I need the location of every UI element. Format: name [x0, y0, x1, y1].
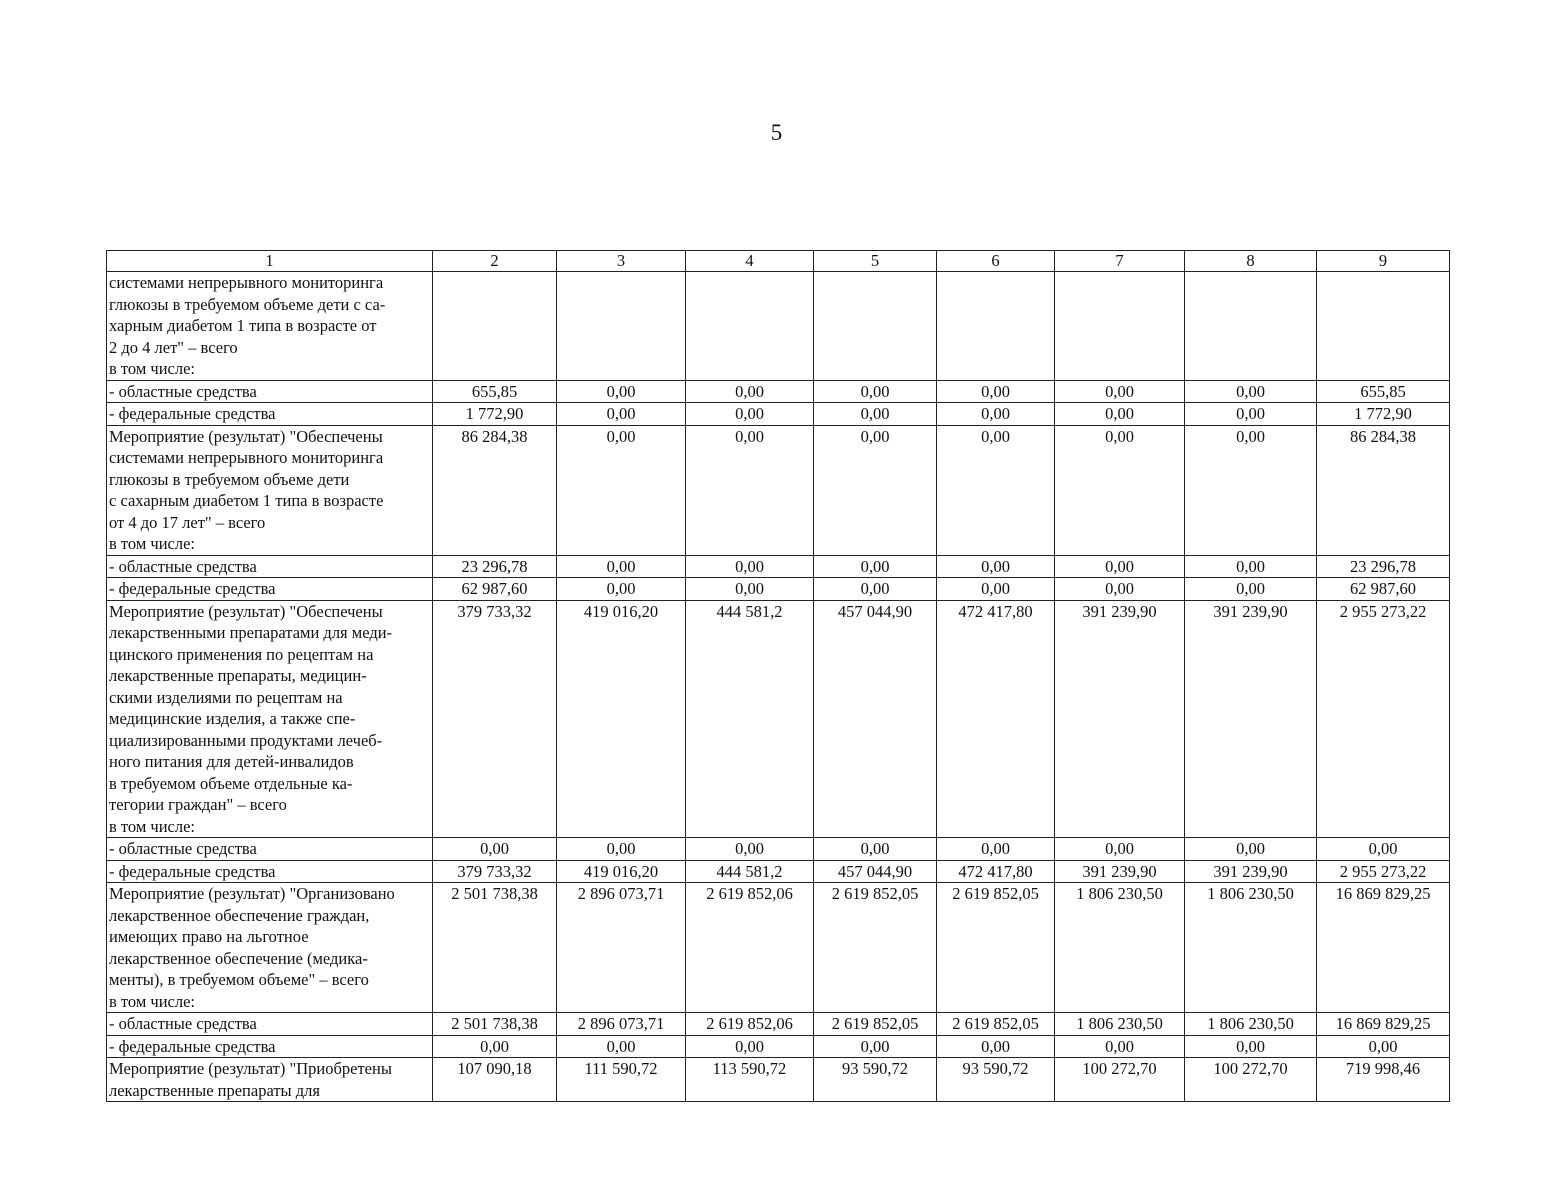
value-cell-col-5: 93 590,72 — [814, 1058, 937, 1102]
column-number-header: 9 — [1317, 251, 1450, 272]
table-row — [107, 555, 1450, 578]
value-cell-col-7: 0,00 — [1055, 555, 1185, 578]
value-cell-col-3: 0,00 — [557, 1035, 686, 1058]
value-cell-col-2: 107 090,18 — [433, 1058, 557, 1102]
value-cell-col-5: 0,00 — [814, 425, 937, 555]
row-label-line: ного питания для детей-инвалидов — [109, 752, 354, 771]
value-cell-col-9: 655,85 — [1317, 380, 1450, 403]
value-cell-col-6: 472 417,80 — [937, 860, 1055, 883]
value-cell-col-2: 655,85 — [433, 380, 557, 403]
value-cell-col-7 — [1055, 272, 1185, 381]
row-label-line: Мероприятие (результат) "Обеспечены — [109, 601, 383, 621]
row-label — [107, 403, 433, 426]
row-label — [107, 578, 433, 601]
value-cell-col-6: 0,00 — [937, 1035, 1055, 1058]
row-label-line: глюкозы в требуемом объеме дети с са- — [109, 294, 386, 314]
row-label-line: - федеральные средства — [109, 404, 276, 423]
row-label-line: цинского применения по рецептам на — [109, 644, 374, 664]
table-row — [107, 380, 1450, 403]
value-cell-col-4: 2 619 852,06 — [686, 1013, 814, 1036]
value-cell-col-6: 0,00 — [937, 380, 1055, 403]
value-cell-col-5: 0,00 — [814, 1035, 937, 1058]
value-cell-col-3: 419 016,20 — [557, 600, 686, 838]
row-label-line: системами непрерывного мониторинга — [109, 448, 384, 467]
value-cell-col-8: 0,00 — [1185, 380, 1317, 403]
value-cell-col-3: 0,00 — [557, 838, 686, 861]
value-cell-col-5: 2 619 852,05 — [814, 1013, 937, 1036]
column-number-header: 8 — [1185, 251, 1317, 272]
value-cell-col-9: 2 955 273,22 — [1317, 860, 1450, 883]
value-cell-col-7: 100 272,70 — [1055, 1058, 1185, 1102]
value-cell-col-4 — [686, 272, 814, 381]
value-cell-col-7: 0,00 — [1055, 403, 1185, 426]
table-row — [107, 883, 1450, 1013]
row-label-line: в требуемом объеме отдельные ка- — [109, 773, 353, 793]
value-cell-col-8: 0,00 — [1185, 403, 1317, 426]
value-cell-col-4: 0,00 — [686, 380, 814, 403]
table-row — [107, 272, 1450, 381]
value-cell-col-5: 457 044,90 — [814, 600, 937, 838]
row-label-line: лекарственное обеспечение (медика- — [109, 948, 368, 968]
value-cell-col-7: 1 806 230,50 — [1055, 883, 1185, 1013]
value-cell-col-9: 719 998,46 — [1317, 1058, 1450, 1102]
column-number-header: 1 — [107, 251, 433, 272]
value-cell-col-4: 113 590,72 — [686, 1058, 814, 1102]
value-cell-col-7: 391 239,90 — [1055, 860, 1185, 883]
row-label — [107, 425, 433, 555]
value-cell-col-7: 0,00 — [1055, 578, 1185, 601]
column-number-header: 3 — [557, 251, 686, 272]
value-cell-col-8: 1 806 230,50 — [1185, 883, 1317, 1013]
value-cell-col-4: 0,00 — [686, 555, 814, 578]
value-cell-col-2: 86 284,38 — [433, 425, 557, 555]
value-cell-col-4: 444 581,2 — [686, 600, 814, 838]
value-cell-col-9: 23 296,78 — [1317, 555, 1450, 578]
table-row — [107, 1013, 1450, 1036]
value-cell-col-2 — [433, 272, 557, 381]
column-number-header-row — [107, 251, 1450, 272]
value-cell-col-9: 2 955 273,22 — [1317, 600, 1450, 838]
value-cell-col-2: 1 772,90 — [433, 403, 557, 426]
row-label — [107, 555, 433, 578]
value-cell-col-4: 0,00 — [686, 578, 814, 601]
value-cell-col-5: 0,00 — [814, 578, 937, 601]
value-cell-col-9: 1 772,90 — [1317, 403, 1450, 426]
table-row — [107, 403, 1450, 426]
row-label-line: медицинские изделия, а также спе- — [109, 709, 356, 728]
value-cell-col-5: 0,00 — [814, 380, 937, 403]
value-cell-col-3: 111 590,72 — [557, 1058, 686, 1102]
value-cell-col-6: 472 417,80 — [937, 600, 1055, 838]
value-cell-col-2: 379 733,32 — [433, 860, 557, 883]
row-label-line: лекарственные препараты, медицин- — [109, 666, 367, 685]
value-cell-col-7: 1 806 230,50 — [1055, 1013, 1185, 1036]
column-number-header: 6 — [937, 251, 1055, 272]
value-cell-col-5: 0,00 — [814, 403, 937, 426]
value-cell-col-6 — [937, 272, 1055, 381]
value-cell-col-4: 0,00 — [686, 425, 814, 555]
value-cell-col-4: 444 581,2 — [686, 860, 814, 883]
value-cell-col-6: 93 590,72 — [937, 1058, 1055, 1102]
value-cell-col-6: 0,00 — [937, 425, 1055, 555]
value-cell-col-8: 0,00 — [1185, 555, 1317, 578]
row-label-line: - областные средства — [109, 381, 257, 401]
value-cell-col-2: 2 501 738,38 — [433, 883, 557, 1013]
value-cell-col-9: 16 869 829,25 — [1317, 1013, 1450, 1036]
value-cell-col-3: 2 896 073,71 — [557, 1013, 686, 1036]
value-cell-col-4: 0,00 — [686, 838, 814, 861]
value-cell-col-9 — [1317, 272, 1450, 381]
table-row — [107, 838, 1450, 861]
row-label-line: в том числе: — [109, 816, 196, 836]
value-cell-col-8: 391 239,90 — [1185, 600, 1317, 838]
row-label-line: - областные средства — [109, 556, 257, 576]
value-cell-col-9: 86 284,38 — [1317, 425, 1450, 555]
value-cell-col-5: 457 044,90 — [814, 860, 937, 883]
row-label — [107, 272, 433, 381]
value-cell-col-3: 0,00 — [557, 555, 686, 578]
row-label — [107, 838, 433, 861]
value-cell-col-8: 391 239,90 — [1185, 860, 1317, 883]
value-cell-col-8: 0,00 — [1185, 425, 1317, 555]
budget-table — [106, 250, 1450, 1102]
value-cell-col-4: 0,00 — [686, 403, 814, 426]
row-label-line: 2 до 4 лет" – всего — [109, 337, 238, 357]
value-cell-col-6: 0,00 — [937, 403, 1055, 426]
row-label — [107, 860, 433, 883]
value-cell-col-3 — [557, 272, 686, 381]
value-cell-col-2: 23 296,78 — [433, 555, 557, 578]
row-label — [107, 1035, 433, 1058]
row-label-line: в том числе: — [109, 534, 196, 553]
row-label-line: скими изделиями по рецептам на — [109, 687, 343, 707]
table-row — [107, 425, 1450, 555]
value-cell-col-3: 419 016,20 — [557, 860, 686, 883]
row-label-line: Мероприятие (результат) "Обеспечены — [109, 426, 383, 446]
value-cell-col-5 — [814, 272, 937, 381]
value-cell-col-8: 0,00 — [1185, 838, 1317, 861]
row-label-line: тегории граждан" – всего — [109, 795, 287, 814]
value-cell-col-8: 100 272,70 — [1185, 1058, 1317, 1102]
row-label-line: - областные средства — [109, 839, 257, 858]
table-row — [107, 1035, 1450, 1058]
row-label-line: - областные средства — [109, 1014, 257, 1033]
row-label-line: в том числе: — [109, 359, 196, 378]
value-cell-col-5: 0,00 — [814, 555, 937, 578]
value-cell-col-6: 0,00 — [937, 578, 1055, 601]
row-label-line: циализированными продуктами лечеб- — [109, 730, 383, 750]
column-number-header: 5 — [814, 251, 937, 272]
table-row — [107, 600, 1450, 838]
page-number: 5 — [770, 120, 783, 145]
value-cell-col-3: 0,00 — [557, 578, 686, 601]
value-cell-col-6: 2 619 852,05 — [937, 1013, 1055, 1036]
value-cell-col-9: 0,00 — [1317, 1035, 1450, 1058]
value-cell-col-7: 0,00 — [1055, 1035, 1185, 1058]
value-cell-col-2: 0,00 — [433, 838, 557, 861]
row-label — [107, 600, 433, 838]
row-label-line: - федеральные средства — [109, 861, 276, 881]
row-label-line: от 4 до 17 лет" – всего — [109, 512, 266, 532]
value-cell-col-2: 379 733,32 — [433, 600, 557, 838]
row-label — [107, 1013, 433, 1036]
row-label-line: с сахарным диабетом 1 типа в возрасте — [109, 491, 384, 510]
row-label-line: - федеральные средства — [109, 579, 276, 598]
row-label-line: системами непрерывного мониторинга — [109, 273, 384, 292]
table-row — [107, 578, 1450, 601]
value-cell-col-2: 2 501 738,38 — [433, 1013, 557, 1036]
value-cell-col-9: 0,00 — [1317, 838, 1450, 861]
table-row — [107, 1058, 1450, 1102]
value-cell-col-6: 2 619 852,05 — [937, 883, 1055, 1013]
value-cell-col-3: 0,00 — [557, 425, 686, 555]
row-label-line: имеющих право на льготное — [109, 927, 309, 946]
row-label-line: глюкозы в требуемом объеме дети — [109, 469, 350, 489]
row-label-line: Мероприятие (результат) "Приобретены — [109, 1059, 392, 1078]
value-cell-col-8: 0,00 — [1185, 578, 1317, 601]
value-cell-col-7: 391 239,90 — [1055, 600, 1185, 838]
value-cell-col-2: 0,00 — [433, 1035, 557, 1058]
row-label-line: лекарственными препаратами для меди- — [109, 623, 393, 642]
column-number-header: 7 — [1055, 251, 1185, 272]
value-cell-col-9: 16 869 829,25 — [1317, 883, 1450, 1013]
value-cell-col-8 — [1185, 272, 1317, 381]
row-label-line: менты), в требуемом объеме" – всего — [109, 970, 369, 989]
column-number-header: 4 — [686, 251, 814, 272]
row-label — [107, 883, 433, 1013]
column-number-header: 2 — [433, 251, 557, 272]
value-cell-col-8: 1 806 230,50 — [1185, 1013, 1317, 1036]
value-cell-col-6: 0,00 — [937, 555, 1055, 578]
value-cell-col-3: 0,00 — [557, 403, 686, 426]
row-label-line: Мероприятие (результат) "Организовано — [109, 884, 395, 903]
row-label — [107, 1058, 433, 1102]
value-cell-col-9: 62 987,60 — [1317, 578, 1450, 601]
row-label-line: в том числе: — [109, 991, 196, 1011]
value-cell-col-7: 0,00 — [1055, 838, 1185, 861]
value-cell-col-5: 0,00 — [814, 838, 937, 861]
value-cell-col-2: 62 987,60 — [433, 578, 557, 601]
table-row — [107, 860, 1450, 883]
value-cell-col-3: 0,00 — [557, 380, 686, 403]
value-cell-col-6: 0,00 — [937, 838, 1055, 861]
value-cell-col-7: 0,00 — [1055, 425, 1185, 555]
row-label-line: лекарственное обеспечение граждан, — [109, 905, 370, 925]
value-cell-col-4: 0,00 — [686, 1035, 814, 1058]
row-label-line: - федеральные средства — [109, 1036, 276, 1056]
value-cell-col-3: 2 896 073,71 — [557, 883, 686, 1013]
row-label — [107, 380, 433, 403]
value-cell-col-7: 0,00 — [1055, 380, 1185, 403]
value-cell-col-8: 0,00 — [1185, 1035, 1317, 1058]
row-label-line: лекарственные препараты для — [109, 1080, 320, 1100]
value-cell-col-5: 2 619 852,05 — [814, 883, 937, 1013]
value-cell-col-4: 2 619 852,06 — [686, 883, 814, 1013]
row-label-line: харным диабетом 1 типа в возрасте от — [109, 316, 377, 335]
table-body — [107, 272, 1450, 1102]
